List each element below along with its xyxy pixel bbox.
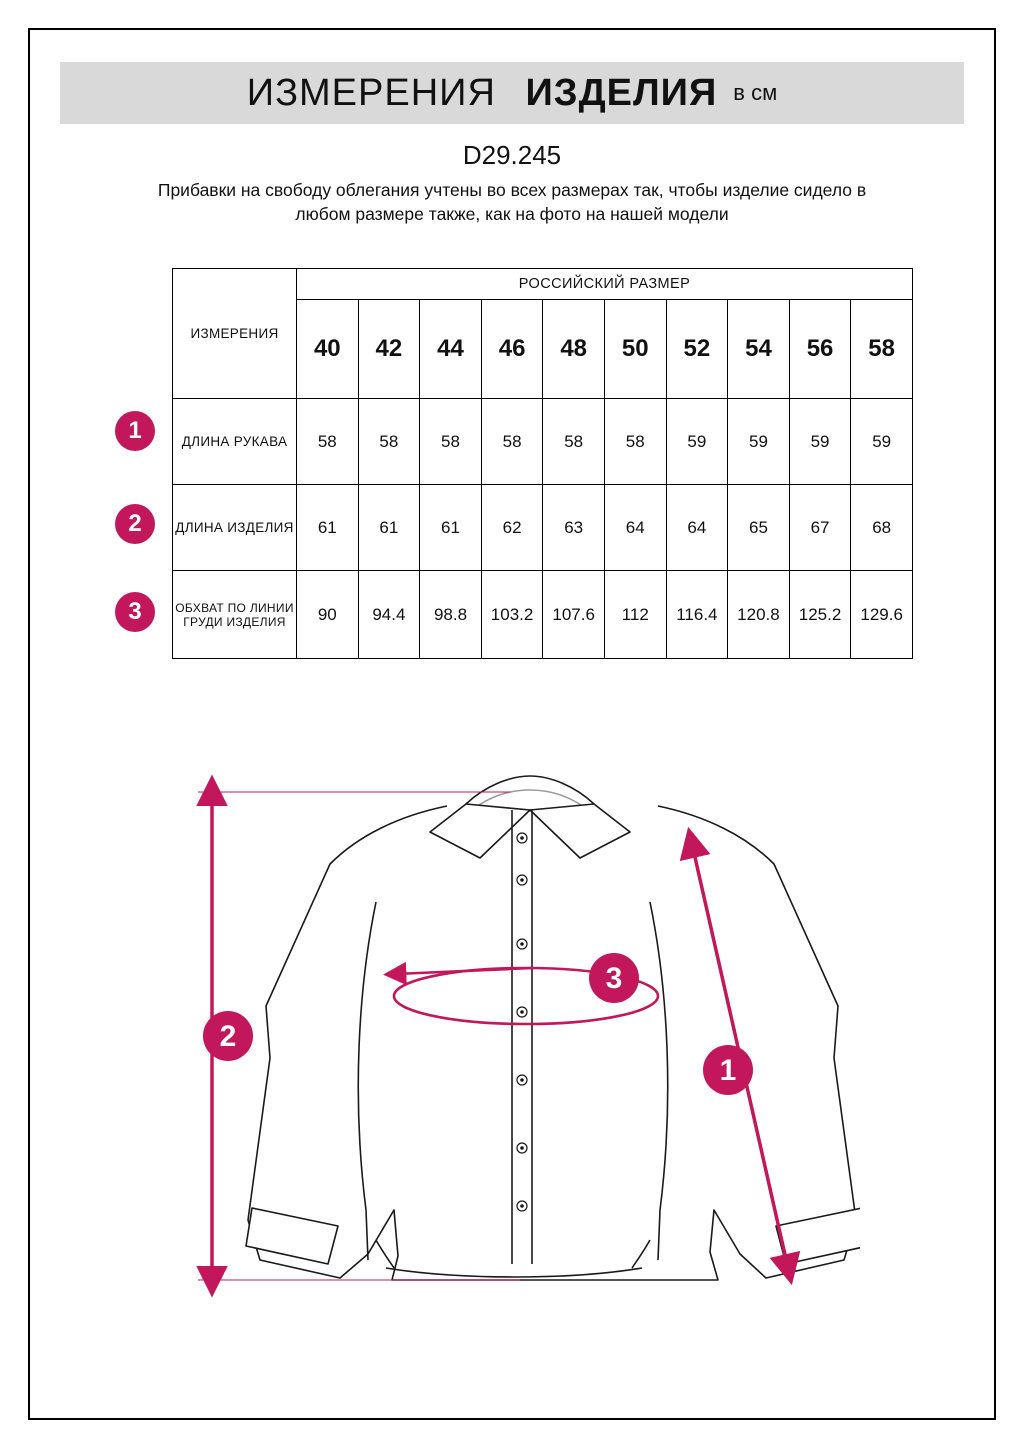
cell-sleeve-40: 58 bbox=[297, 399, 359, 485]
cell-chest-52: 116.4 bbox=[666, 571, 728, 659]
table-row bbox=[173, 485, 913, 571]
garment-illustration bbox=[180, 740, 860, 1320]
row-label-chest-girth: ОБХВАТ ПО ЛИНИИ ГРУДИ ИЗДЕЛИЯ bbox=[173, 571, 297, 659]
size-table bbox=[172, 268, 913, 659]
size-header-52: 52 bbox=[666, 300, 728, 399]
table-row bbox=[173, 399, 913, 485]
cell-length-56: 67 bbox=[789, 485, 851, 571]
cell-sleeve-48: 58 bbox=[543, 399, 605, 485]
size-header-54: 54 bbox=[728, 300, 790, 399]
title-word-measurements: ИЗМЕРЕНИЯ bbox=[246, 71, 496, 114]
cell-length-48: 63 bbox=[543, 485, 605, 571]
svg-text:1: 1 bbox=[719, 1054, 737, 1087]
cell-chest-58: 129.6 bbox=[851, 571, 913, 659]
cell-chest-54: 120.8 bbox=[728, 571, 790, 659]
cell-length-54: 65 bbox=[728, 485, 790, 571]
title-banner bbox=[60, 62, 964, 124]
cell-chest-44: 98.8 bbox=[420, 571, 482, 659]
size-header-46: 46 bbox=[481, 300, 543, 399]
cell-sleeve-52: 59 bbox=[666, 399, 728, 485]
title-units: в см bbox=[733, 80, 778, 105]
cell-sleeve-44: 58 bbox=[420, 399, 482, 485]
cell-sleeve-58: 59 bbox=[851, 399, 913, 485]
row-label-sleeve-length: ДЛИНА РУКАВА bbox=[173, 399, 297, 485]
size-table-wrapper bbox=[172, 268, 912, 659]
cell-sleeve-50: 58 bbox=[604, 399, 666, 485]
cell-length-40: 61 bbox=[297, 485, 359, 571]
cell-length-46: 62 bbox=[481, 485, 543, 571]
size-header-44: 44 bbox=[420, 300, 482, 399]
russian-size-header: РОССИЙСКИЙ РАЗМЕР bbox=[297, 269, 913, 300]
title-word-product: ИЗДЕЛИЯ bbox=[525, 71, 718, 114]
badge-row-1: 1 bbox=[115, 411, 155, 451]
measurements-header: ИЗМЕРЕНИЯ bbox=[173, 269, 297, 399]
cell-chest-40: 90 bbox=[297, 571, 359, 659]
cell-chest-56: 125.2 bbox=[789, 571, 851, 659]
badge-row-2: 2 bbox=[115, 504, 155, 544]
cell-sleeve-46: 58 bbox=[481, 399, 543, 485]
size-header-58: 58 bbox=[851, 300, 913, 399]
size-header-50: 50 bbox=[604, 300, 666, 399]
cell-length-50: 64 bbox=[604, 485, 666, 571]
cell-length-58: 68 bbox=[851, 485, 913, 571]
page-title bbox=[247, 72, 718, 115]
svg-text:2: 2 bbox=[219, 1020, 237, 1053]
svg-text:3: 3 bbox=[605, 962, 623, 995]
table-row bbox=[173, 571, 913, 659]
article-code: D29.245 bbox=[462, 140, 562, 170]
table-group-header-row bbox=[173, 269, 913, 300]
fit-note: Прибавки на свободу облегания учтены во всех размерах так, чтобы изделие сидело в любом размере также, как на фото на нашей модели bbox=[157, 180, 867, 224]
badge-row-3: 3 bbox=[115, 592, 155, 632]
row-label-product-length: ДЛИНА ИЗДЕЛИЯ bbox=[173, 485, 297, 571]
cell-chest-46: 103.2 bbox=[481, 571, 543, 659]
cell-sleeve-56: 59 bbox=[789, 399, 851, 485]
cell-sleeve-42: 58 bbox=[358, 399, 420, 485]
size-header-48: 48 bbox=[543, 300, 605, 399]
cell-length-44: 61 bbox=[420, 485, 482, 571]
cell-chest-48: 107.6 bbox=[543, 571, 605, 659]
size-header-40: 40 bbox=[297, 300, 359, 399]
cell-sleeve-54: 59 bbox=[728, 399, 790, 485]
cell-chest-42: 94.4 bbox=[358, 571, 420, 659]
size-header-42: 42 bbox=[358, 300, 420, 399]
cell-chest-50: 112 bbox=[604, 571, 666, 659]
cell-length-52: 64 bbox=[666, 485, 728, 571]
cell-length-42: 61 bbox=[358, 485, 420, 571]
size-header-56: 56 bbox=[789, 300, 851, 399]
